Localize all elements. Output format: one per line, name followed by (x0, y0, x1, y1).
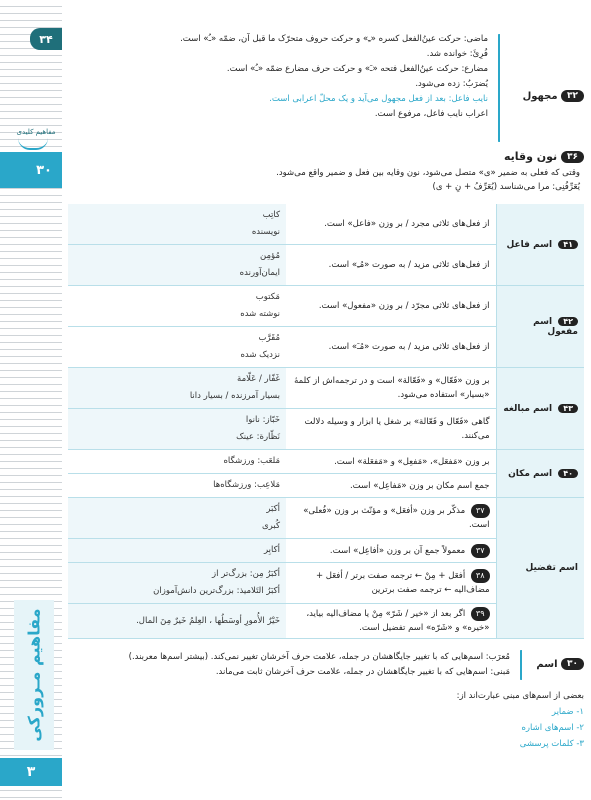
example-line: مَلعَب: ورزشگاه (223, 456, 280, 466)
passive-line: مضارع: حرکت عینُ‌الفعل فتحه «ـَ» و حرکت حرف مضارع ضمّه «ـُ» است. (226, 64, 488, 74)
left-margin (0, 0, 62, 800)
passive-line: یُضرَبُ: زده می‌شود. (415, 79, 488, 89)
example-line: نویسنده (251, 227, 280, 237)
passive-line: نایب فاعل: بعد از فعل مجهول می‌آید و یک محلّ اعرابی است. (269, 94, 488, 104)
example-line: نزدیک شده (240, 350, 280, 360)
vertical-title-text: مفاهیم مـرورکی (24, 608, 44, 742)
logo-icon: ۳۴ (30, 28, 62, 50)
rule-cell: بر وزن «مَفعَل»، «مَفعِل» و «مَفعَلة» است. (286, 450, 496, 474)
table-row (68, 498, 584, 539)
rule-badge: ۳۷ (471, 544, 490, 558)
category-cell (496, 450, 584, 498)
category-badge: ۴۲ (558, 317, 578, 326)
example-cell (68, 498, 286, 539)
list-item: ۱- ضمایر (551, 707, 584, 717)
keywords-label: مفاهیم کلیدی (16, 128, 56, 136)
example-line: مُؤمِن (260, 251, 280, 261)
category-cell (496, 498, 584, 639)
example-cell (68, 327, 286, 368)
rule-cell: جمع اسم مکان بر وزن «مَفاعِل» است. (286, 474, 496, 498)
page-number: ۳ (0, 758, 62, 786)
example-cell (68, 539, 286, 563)
category-badge: ۴۳ (558, 404, 578, 413)
example-cell (68, 368, 286, 409)
brace (514, 650, 522, 680)
section-nun-wiqaya (68, 150, 584, 194)
section-title-text: مجهول (522, 91, 558, 102)
example-line: أکابِر (263, 545, 280, 555)
chapter-tab: ۳۰ (0, 152, 62, 188)
example-line: خَبّاز: نانوا (245, 415, 280, 425)
table-row (68, 450, 584, 474)
section-title (536, 658, 584, 670)
example-cell (68, 409, 286, 450)
category-label: اسم مکان (508, 468, 553, 479)
example-cell (68, 604, 286, 639)
table-row (68, 204, 584, 245)
example-line: أکبَرُ مِن: بزرگ‌تر از (212, 569, 280, 579)
example-line: أکبَرُ التَلامیذ: بزرگ‌ترین دانش‌آموزان (153, 586, 280, 596)
list-item: ۳- کلمات پرسشی (519, 739, 584, 749)
mabni-list (68, 688, 584, 752)
table-row (68, 368, 584, 409)
example-cell (68, 204, 286, 245)
page-content (68, 0, 584, 800)
example-cell (68, 563, 286, 604)
example-line: نَظّارة: عینک (236, 432, 280, 442)
example-line: کاتِب (262, 210, 280, 220)
section-badge: ۳۶ (561, 151, 584, 163)
passive-lines (158, 32, 488, 122)
table-row (68, 286, 584, 327)
example-cell (68, 245, 286, 286)
section-title-text: نون وقایه (503, 150, 558, 163)
example-line: مُقَرَّب (258, 333, 280, 343)
example-line: ایمان‌آورنده (239, 268, 280, 278)
rule-cell: از فعل‌های ثلاثی مجرد / بر وزن «فاعل» است. (286, 204, 496, 245)
noun-lines (70, 650, 510, 680)
rule-badge: ۳۷ (471, 504, 490, 518)
passive-line: اعراب نایب فاعل، مرفوع است. (374, 109, 488, 119)
rule-badge: ۳۸ (471, 569, 490, 583)
example-line: کُبری (262, 521, 280, 531)
rule-cell: گاهی «فَعّال و فَعّالة» بر شغل یا ابزار و وسیله دلالت می‌کنند. (286, 409, 496, 450)
section-title (68, 150, 584, 163)
rule-cell: از فعل‌های ثلاثی مزید / به صورت «مُـِ» است. (286, 245, 496, 286)
section-title (523, 90, 584, 102)
section-badge: ۳۰ (561, 658, 584, 670)
rule-cell (286, 539, 496, 563)
rule-cell: بر وزن «فَعّال» و «فَعّالة» است و در ترجمه‌اش از کلمهٔ «بسیار» استفاده می‌شود. (286, 368, 496, 409)
category-badge: ۴۱ (558, 240, 578, 249)
rule-cell (286, 563, 496, 604)
noun-line: مُعرَب: اسم‌هایی که با تغییر جایگاهشان در جمله، علامت حرف آخرشان تغییر نمی‌کند. (بیشتر اسم‌ها معربند.) (128, 652, 510, 662)
rule-badge: ۳۹ (471, 607, 490, 621)
category-label: اسم مفعول (533, 316, 578, 337)
passive-line: فُرِئَ: خوانده شد. (426, 49, 488, 59)
derivatives-table (68, 204, 584, 639)
category-label: اسم فاعل (506, 239, 553, 250)
rule-cell: از فعل‌های ثلاثی مزید / به صورت «مُـَ» است. (286, 327, 496, 368)
rule-text: مذکّر بر وزن «أفعَل» و مؤنّث بر وزن «فُعلی» است. (303, 506, 490, 530)
example-line: غَفّار / عَلّامة (237, 374, 280, 384)
passive-line: ماضی: حرکت عینُ‌الفعل کسره «ـِ» و حرکت حروف متحرّک ما قبل آن، ضمّه «ـُ» است. (180, 34, 488, 44)
list-item: ۲- اسم‌های اشاره (521, 723, 584, 733)
example-line: مَلاعِب: ورزشگاه‌ها (213, 480, 280, 490)
example-cell (68, 450, 286, 474)
category-label: اسم مبالغه (503, 403, 553, 414)
rule-cell (286, 498, 496, 539)
example-line: أکبَر (266, 504, 280, 514)
rule-cell (286, 604, 496, 639)
rule-text: أفعَل + مِنْ ← ترجمه صفت برتر / أفعَل + مضاف‌الیه ← ترجمه صفت برترین (315, 571, 490, 595)
section-badge: ۳۲ (561, 90, 584, 102)
example-line: بسیار آمرزنده / بسیار دانا (189, 391, 280, 401)
category-cell (496, 368, 584, 450)
example-line: نوشته شده (240, 309, 280, 319)
example-line: مَکتوب (255, 292, 280, 302)
rule-text: معمولاً جمع آن بر وزن «أفاعِل» است. (329, 545, 466, 556)
body-line: یُعَرِّفُنِی: مرا می‌شناسد (یُعَرِّفُ + نِ + ی) (432, 182, 580, 192)
section-title-text: اسم (536, 659, 558, 670)
list-intro: بعضی از اسم‌های مبنی عبارت‌اند از: (456, 691, 584, 701)
rule-cell: از فعل‌های ثلاثی مجرّد / بر وزن «مفعول» است. (286, 286, 496, 327)
brace (492, 34, 500, 142)
section-passive (68, 32, 584, 144)
category-cell (496, 204, 584, 286)
category-label: اسم تفضیل (525, 563, 578, 573)
vertical-title (14, 600, 54, 750)
body-line: وقتی که فعلی به ضمیر «ی» متصل می‌شود، نون وقایه بین فعل و ضمیر واقع می‌شود. (276, 168, 580, 178)
example-cell (68, 474, 286, 498)
category-badge: ۴۰ (558, 469, 578, 478)
example-line: خَیْرٌ الأُمورِ أوسَطُها ، العِلمُ خَیرٌ مِنَ المال. (136, 615, 280, 626)
noun-line: مَبنی: اسم‌هایی که با تغییر جایگاهشان در جمله، علامت حرف آخرشان ثابت می‌ماند. (215, 667, 510, 677)
rule-text: اگر بعد از «خیر / شَرّ» مِنْ یا مضاف‌الیه بیاید، «خیره» و «شَرّه» اسم تفضیل است. (306, 609, 490, 633)
category-cell (496, 286, 584, 368)
example-cell (68, 286, 286, 327)
section-body (68, 166, 584, 194)
